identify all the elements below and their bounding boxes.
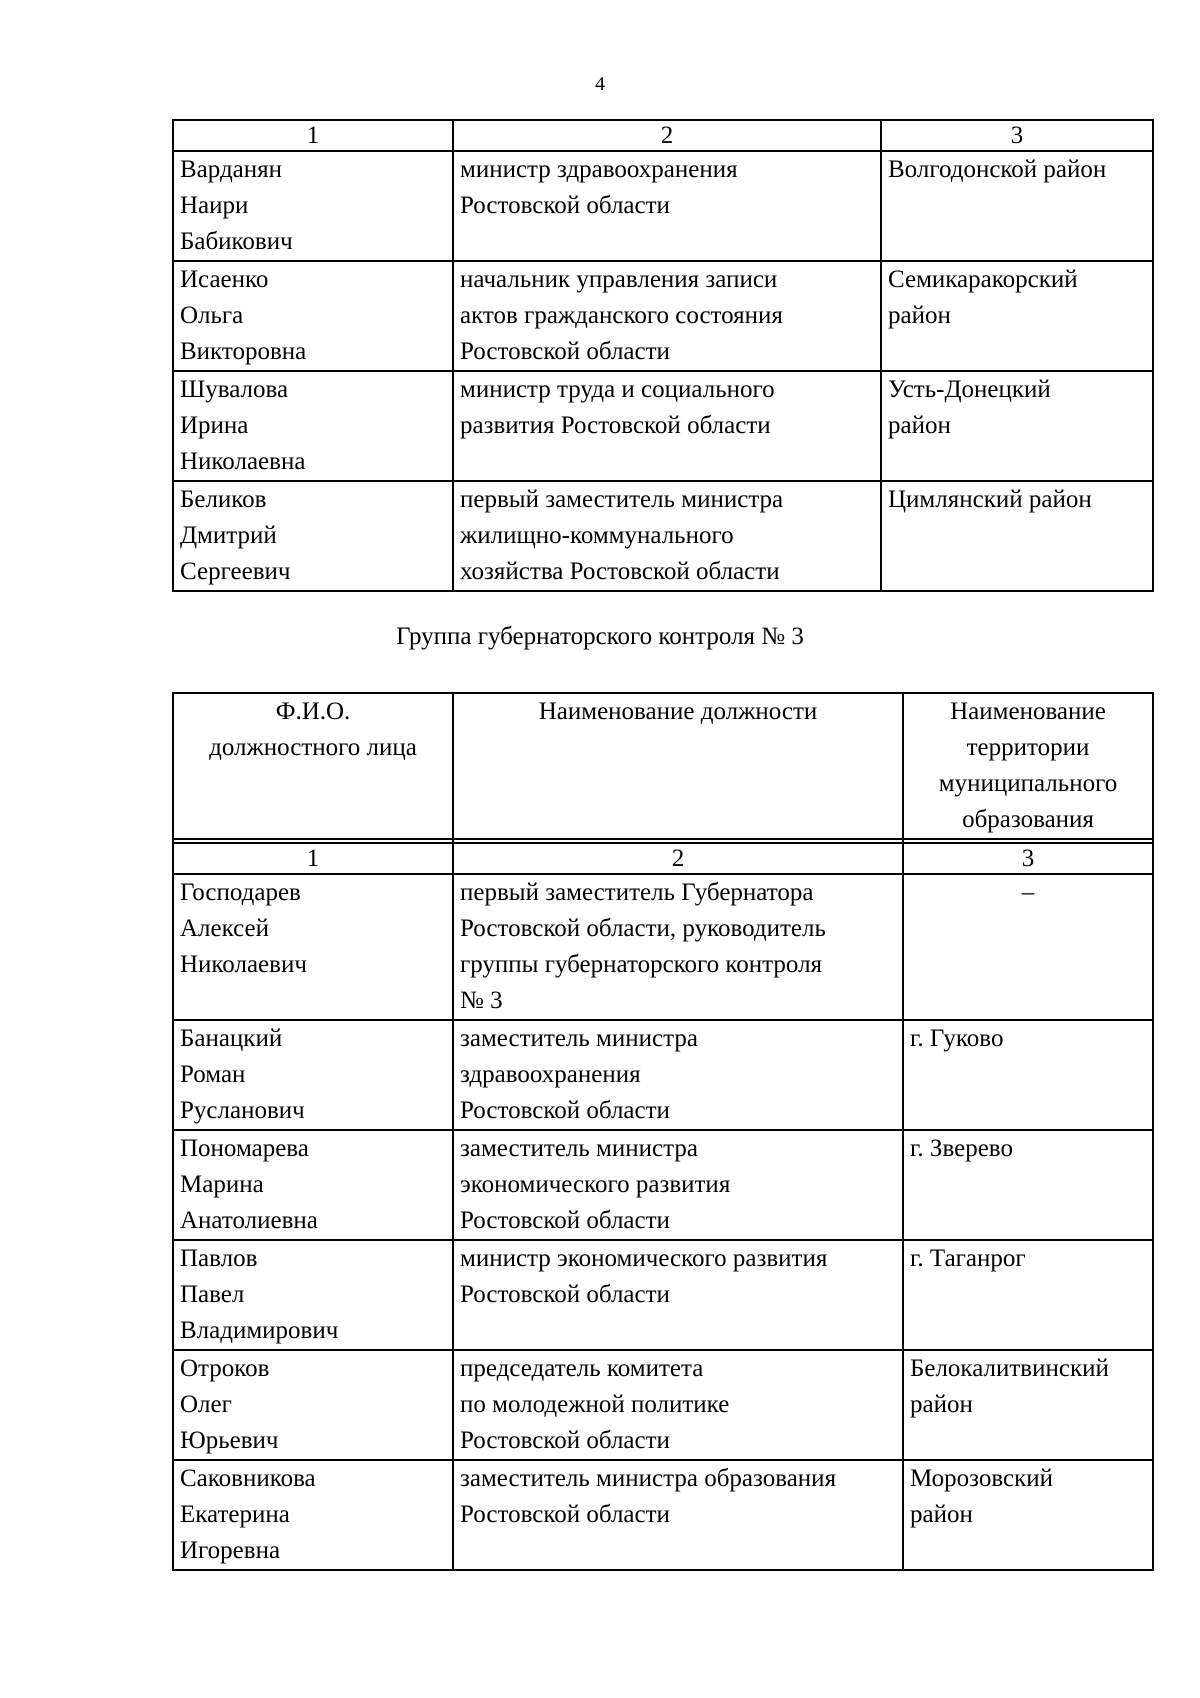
name-line: Ольга <box>180 302 244 329</box>
position-line: группы губернаторского контроля <box>460 951 823 978</box>
page-number: 4 <box>595 73 605 95</box>
column-number-2: 2 <box>453 120 881 151</box>
table-row <box>173 1460 1153 1570</box>
position-line: Ростовской области <box>460 192 670 219</box>
table-row <box>173 1350 1153 1460</box>
name-line: Алексей <box>180 915 270 942</box>
position-cell <box>453 1460 903 1570</box>
position-cell <box>453 874 903 1020</box>
name-line: Роман <box>180 1061 246 1088</box>
name-line: Дмитрий <box>180 522 277 549</box>
name-line: Владимирович <box>180 1317 339 1344</box>
position-cell <box>453 1020 903 1130</box>
name-line: Господарев <box>180 879 301 906</box>
territory-line: Усть-Донецкий <box>888 376 1051 403</box>
territory-cell <box>881 151 1153 261</box>
header-name <box>173 693 453 839</box>
name-line: Бабикович <box>180 228 293 255</box>
territory-cell <box>903 1130 1153 1240</box>
column-number-3: 3 <box>881 120 1153 151</box>
territory-line: г. Таганрог <box>910 1245 1026 1272</box>
name-line: Саковникова <box>180 1465 316 1492</box>
official-name-cell <box>173 261 453 371</box>
group-3-officials-table <box>172 692 1154 1571</box>
territory-cell <box>881 481 1153 591</box>
position-cell <box>453 1240 903 1350</box>
official-name-cell <box>173 151 453 261</box>
official-name-cell <box>173 1240 453 1350</box>
name-line: Сергеевич <box>180 558 291 585</box>
header-territory-line: Наименование <box>950 698 1106 725</box>
header-name-line: Ф.И.О. <box>275 698 351 725</box>
name-line: Ирина <box>180 412 249 439</box>
position-line: первый заместитель министра <box>460 486 784 513</box>
position-line: заместитель министра образования <box>460 1465 837 1492</box>
official-name-cell <box>173 481 453 591</box>
table-row <box>173 874 1153 1020</box>
territory-cell <box>903 1350 1153 1460</box>
column-number-2: 2 <box>453 843 903 874</box>
name-line: Олег <box>180 1391 232 1418</box>
name-line: Отроков <box>180 1355 270 1382</box>
position-line: заместитель министра <box>460 1135 698 1162</box>
position-line: Ростовской области <box>460 338 670 365</box>
position-line: Ростовской области <box>460 1501 670 1528</box>
territory-line: Белокалитвинский <box>910 1355 1109 1382</box>
official-name-cell <box>173 1020 453 1130</box>
name-line: Анатолиевна <box>180 1207 318 1234</box>
territory-cell <box>881 371 1153 481</box>
header-territory-line: образования <box>962 806 1094 833</box>
position-cell <box>453 151 881 261</box>
name-line: Банацкий <box>180 1025 283 1052</box>
position-line: председатель комитета <box>460 1355 704 1382</box>
territory-cell <box>903 874 1153 1020</box>
position-line: экономического развития <box>460 1171 731 1198</box>
position-line: министр экономического развития <box>460 1245 828 1272</box>
header-territory <box>903 693 1153 839</box>
position-line: хозяйства Ростовской области <box>460 558 780 585</box>
header-territory-line: муниципального <box>938 770 1118 797</box>
header-territory-line: территории <box>966 734 1090 761</box>
position-line: по молодежной политике <box>460 1391 730 1418</box>
name-line: Николаевич <box>180 951 307 978</box>
name-line: Екатерина <box>180 1501 290 1528</box>
territory-line: Волгодонской район <box>888 156 1107 183</box>
position-line: актов гражданского состояния <box>460 302 783 329</box>
name-line: Марина <box>180 1171 264 1198</box>
table-row <box>173 371 1153 481</box>
name-line: Павел <box>180 1281 245 1308</box>
position-line: начальник управления записи <box>460 266 778 293</box>
header-name-line: должностного лица <box>209 734 417 761</box>
position-line: Ростовской области <box>460 1281 670 1308</box>
position-line: министр здравоохранения <box>460 156 738 183</box>
name-line: Николаевна <box>180 448 306 475</box>
territory-line: район <box>910 1391 973 1418</box>
name-line: Шувалова <box>180 376 289 403</box>
position-line: жилищно-коммунального <box>460 522 734 549</box>
official-name-cell <box>173 371 453 481</box>
position-line: Ростовской области <box>460 1097 670 1124</box>
official-name-cell <box>173 1350 453 1460</box>
position-line: заместитель министра <box>460 1025 698 1052</box>
territory-line: район <box>910 1501 973 1528</box>
column-numbers-row <box>173 843 1153 874</box>
territory-cell <box>903 1020 1153 1130</box>
position-cell <box>453 261 881 371</box>
table-row <box>173 1240 1153 1350</box>
table-row <box>173 151 1153 261</box>
territory-line: Цимлянский район <box>888 486 1092 513</box>
table-row <box>173 481 1153 591</box>
name-line: Юрьевич <box>180 1427 279 1454</box>
name-line: Варданян <box>180 156 283 183</box>
header-row <box>173 693 1153 839</box>
position-line: министр труда и социального <box>460 376 775 403</box>
name-line: Беликов <box>180 486 267 513</box>
position-line: Ростовской области, руководитель <box>460 915 826 942</box>
position-line: Ростовской области <box>460 1207 670 1234</box>
column-numbers-row <box>173 120 1153 151</box>
column-number-1: 1 <box>173 843 453 874</box>
territory-line: Семикаракорский <box>888 266 1078 293</box>
name-line: Игоревна <box>180 1537 281 1564</box>
header-position-line: Наименование должности <box>538 698 818 725</box>
position-cell <box>453 1350 903 1460</box>
position-line: № 3 <box>460 987 503 1014</box>
group-title: Группа губернаторского контроля № 3 <box>396 623 804 650</box>
officials-table-continued <box>172 119 1154 592</box>
position-line: Ростовской области <box>460 1427 670 1454</box>
position-cell <box>453 371 881 481</box>
position-line: развития Ростовской области <box>460 412 771 439</box>
territory-line: Морозовский <box>910 1465 1053 1492</box>
name-line: Русланович <box>180 1097 305 1124</box>
position-line: первый заместитель Губернатора <box>460 879 814 906</box>
territory-line: г. Зверево <box>910 1135 1013 1162</box>
header-position <box>453 693 903 839</box>
name-line: Викторовна <box>180 338 307 365</box>
territory-cell <box>903 1240 1153 1350</box>
column-number-3: 3 <box>903 843 1153 874</box>
territory-line: район <box>888 412 951 439</box>
official-name-cell <box>173 874 453 1020</box>
position-cell <box>453 481 881 591</box>
name-line: Павлов <box>180 1245 258 1272</box>
official-name-cell <box>173 1130 453 1240</box>
territory-line: район <box>888 302 951 329</box>
territory-line: г. Гуково <box>910 1025 1004 1052</box>
table-row <box>173 1020 1153 1130</box>
name-line: Исаенко <box>180 266 269 293</box>
position-line: здравоохранения <box>460 1061 641 1088</box>
table-row <box>173 261 1153 371</box>
table-row <box>173 1130 1153 1240</box>
territory-cell <box>903 1460 1153 1570</box>
territory-cell <box>881 261 1153 371</box>
position-cell <box>453 1130 903 1240</box>
territory-line: – <box>1021 879 1035 906</box>
name-line: Пономарева <box>180 1135 309 1162</box>
column-number-1: 1 <box>173 120 453 151</box>
name-line: Наири <box>180 192 249 219</box>
official-name-cell <box>173 1460 453 1570</box>
